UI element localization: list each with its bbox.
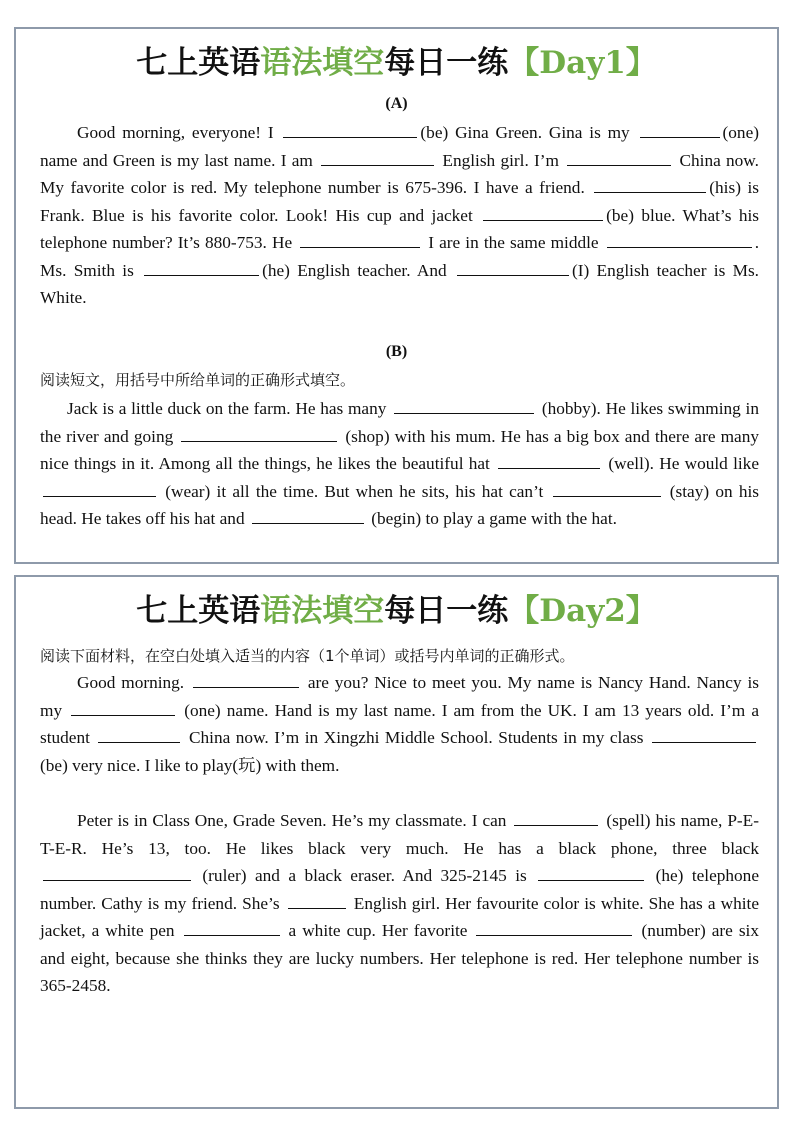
worksheet-day2 [14, 575, 779, 1109]
blank[interactable] [594, 177, 706, 193]
blank[interactable] [476, 920, 632, 936]
passage-text: (be) Gina Green. Gina is my [420, 123, 637, 142]
passage-text: are you? Nice to meet you. My name is Nancy Hand. Nancy is my [40, 673, 759, 720]
title-bracket: 】 [625, 593, 657, 629]
blank[interactable] [193, 672, 299, 688]
passage-text: Peter is in Class One, Grade Seven. He’s my classmate. I can [77, 811, 512, 830]
passage-text: (spell) his name, P-E-T-E-R. He’s 13, too. He likes black very much. He has a black phone, three black [40, 811, 759, 858]
passage-text: (wear) it all the time. But when he sits, his hat can’t [159, 481, 550, 501]
passage-text: (he) English teacher. And [262, 260, 454, 280]
title-part: 七上英语 [136, 45, 261, 81]
blank[interactable] [43, 865, 191, 881]
blank[interactable] [394, 398, 534, 414]
day2-title [16, 592, 777, 630]
blank[interactable] [483, 205, 603, 221]
passage-text: a white cup. Her favorite [282, 921, 474, 940]
title-part: 七上英语 [136, 593, 261, 629]
blank[interactable] [607, 232, 752, 248]
passage-text: (number) are six and eight, because she thinks they are lucky numbers. Her telephone is red. Her telephone number is 365-2458. [40, 921, 759, 995]
passage-text: (one) name and Green is my last name. I am [40, 123, 759, 170]
passage-text: Good morning. [77, 673, 190, 692]
title-bracket: 【 [508, 593, 540, 629]
blank[interactable] [300, 232, 420, 248]
passage-text: (ruler) and a black eraser. And 325-2145 is [194, 866, 536, 885]
passage-text: (be) blue. What’s his telephone number? It’s 880-753. He [40, 205, 759, 252]
worksheet-day1 [14, 27, 779, 564]
title-bracket: 】 [625, 45, 657, 81]
blank[interactable] [567, 150, 671, 166]
blank[interactable] [181, 426, 337, 442]
passage-text: Jack is a little duck on the farm. He has many [67, 399, 392, 418]
day1-title [16, 44, 777, 82]
passage-text: (well). He would like [603, 454, 759, 473]
blank[interactable] [457, 260, 569, 276]
blank[interactable] [252, 508, 364, 524]
passage-text: (be) very nice. I like to play(玩) with them. [40, 755, 340, 775]
passage-a [40, 119, 759, 312]
blank[interactable] [640, 122, 720, 138]
passage-text: English girl. Her favourite color is white. She has a white jacket, a white pen [40, 893, 760, 940]
section-a-label: (A) [385, 95, 408, 112]
blank[interactable] [538, 865, 644, 881]
title-highlight: 语法填空 [260, 593, 385, 629]
passage-text: (one) name. Hand is my last name. I am from the UK. I am 13 years old. I’m a student [40, 700, 759, 747]
title-day-label: Day2 [539, 593, 626, 629]
blank[interactable] [652, 727, 756, 743]
passage-text: (hobby). He likes swimming in the river and going [40, 399, 759, 446]
title-part: 每日一练 [384, 45, 509, 81]
blank[interactable] [321, 150, 434, 166]
passage-text: I are in the same middle [423, 233, 604, 252]
blank[interactable] [184, 920, 280, 936]
title-highlight: 语法填空 [260, 45, 385, 81]
blank[interactable] [71, 700, 175, 716]
passage-text: (he) telephone number. Cathy is my friend. She’s [40, 866, 759, 913]
passage-text: (stay) on his head. He takes off his hat and [40, 481, 759, 528]
title-bracket: 【 [508, 45, 540, 81]
passage-text: . Ms. Smith is [40, 233, 760, 280]
passage-text: (begin) to play a game with the hat. [366, 509, 617, 528]
passage-text: English girl. I’m [437, 150, 565, 170]
passage-text: (shop) with his mum. He has a big box and there are many nice things in it. Among all the things, he likes the beautiful hat [40, 426, 759, 473]
blank[interactable] [514, 810, 598, 826]
passage-text: Good morning, everyone! I [77, 123, 281, 142]
title-day-label: Day1 [539, 45, 626, 81]
passage-text: (his) is Frank. Blue is his favorite color. Look! His cup and jacket [40, 178, 759, 225]
blank[interactable] [288, 893, 346, 909]
day2-instruction: 阅读下面材料，在空白处填入适当的内容（1个单词）或括号内单词的正确形式。 [40, 647, 575, 665]
section-b-label: (B) [385, 343, 408, 360]
blank[interactable] [98, 727, 180, 743]
blank[interactable] [553, 481, 661, 497]
blank[interactable] [144, 260, 259, 276]
passage-text: China now. My favorite color is red. My telephone number is 675-396. I have a friend. [40, 150, 759, 197]
section-b-instruction: 阅读短文，用括号中所给单词的正确形式填空。 [40, 371, 356, 389]
title-part: 每日一练 [384, 593, 509, 629]
blank[interactable] [498, 453, 600, 469]
blank[interactable] [283, 122, 417, 138]
passage-day2-p1 [40, 669, 759, 779]
passage-day2-p2 [40, 807, 759, 1000]
passage-text: China now. I’m in Xingzhi Middle School. Students in my class [183, 728, 649, 747]
blank[interactable] [43, 481, 156, 497]
passage-text: (I) English teacher is Ms. White. [40, 260, 759, 307]
passage-b [40, 395, 759, 533]
